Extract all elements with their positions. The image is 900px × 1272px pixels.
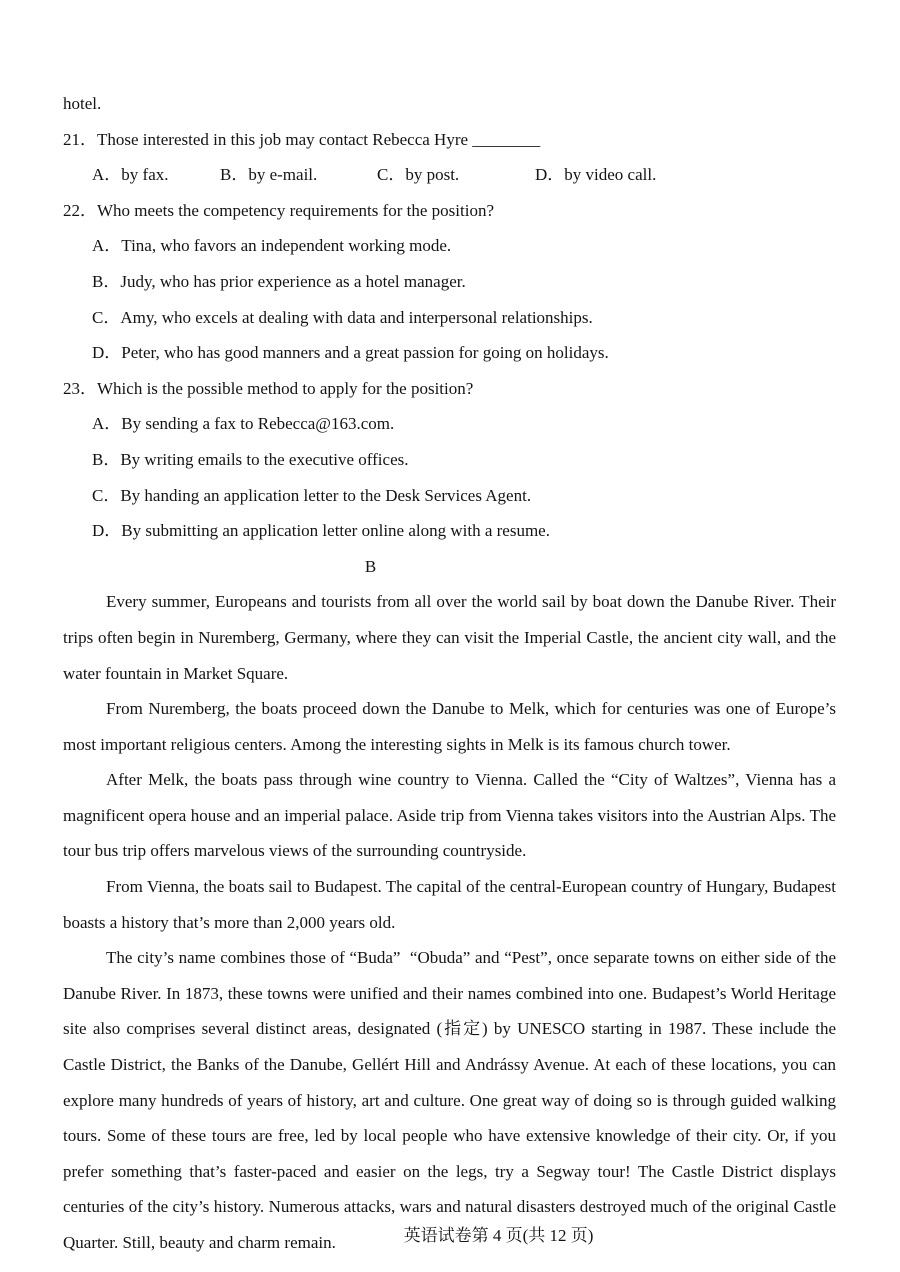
- option-text: by post.: [405, 165, 460, 185]
- passage-paragraph: The city’s name combines those of “Buda” “Obuda” and “Pest”, once separate towns on either side of the Danube River. In 1873, these towns were unified and their names combined into one. Budapest’s World Heritage site also comprises several distinct areas, designated (指定) by UNESCO starting in 1987. These include the Castle District, the Banks of the Danube, Gellért Hill and Andrássy Avenue. At each of these locations, you can explore many hundreds of years of history, art and culture. One great way of doing so is through guided walking tours. Some of these tours are free, led by local people who have extensive knowledge of their city. Or, if you prefer something that’s faster-paced and easier on the legs, try a Segway tour! The Castle District displays centuries of the city’s history. Numerous attacks, wars and natural disasters destroyed much of the original Castle Quarter. Still, beauty and charm remain.: [63, 948, 836, 1252]
- answer-option: [63, 264, 836, 300]
- answer-option: [63, 442, 836, 478]
- option-label: D．: [535, 165, 565, 185]
- question-stem: Those interested in this job may contact Rebecca Hyre ________: [97, 129, 541, 149]
- answer-option: [63, 513, 836, 549]
- question: [63, 122, 836, 193]
- question-line: [63, 371, 836, 407]
- answer-option: [377, 157, 459, 193]
- option-label: B．: [92, 449, 121, 469]
- option-text: Judy, who has prior experience as a hotel manager.: [120, 271, 466, 291]
- question-stem: Which is the possible method to apply for the position?: [97, 378, 474, 398]
- answer-option: [63, 335, 836, 371]
- question-number: 22．: [63, 200, 97, 220]
- answer-option: [92, 157, 169, 193]
- option-label: C．: [92, 485, 121, 505]
- option-text: by video call.: [564, 165, 657, 185]
- option-label: A．: [92, 165, 122, 185]
- option-label: D．: [92, 521, 122, 541]
- option-text: Tina, who favors an independent working mode.: [121, 236, 452, 256]
- option-label: B．: [92, 271, 121, 291]
- options-row: [63, 157, 836, 193]
- option-label: C．: [377, 165, 406, 185]
- continuation-text: hotel.: [63, 94, 102, 113]
- option-text: By handing an application letter to the Desk Services Agent.: [120, 485, 532, 505]
- section-label: B: [364, 556, 377, 576]
- question-line: [63, 193, 836, 229]
- question-list: [63, 122, 836, 549]
- answer-option: [63, 478, 836, 514]
- question: [63, 193, 836, 371]
- answer-option: [63, 300, 836, 336]
- option-text: by e-mail.: [248, 165, 318, 185]
- passage-paragraph: Every summer, Europeans and tourists from all over the world sail by boat down the Danube River. Their trips often begin in Nuremberg, Germany, where they can visit the Imperial Castle, the ancient city wall, and the water fountain in Market Square.: [63, 592, 836, 683]
- answer-option: [63, 406, 836, 442]
- option-text: By sending a fax to Rebecca@163.com.: [121, 414, 395, 434]
- option-label: C．: [92, 307, 121, 327]
- question-stem: Who meets the competency requirements for the position?: [97, 200, 495, 220]
- option-text: By submitting an application letter online along with a resume.: [121, 521, 550, 541]
- page-footer: 英语试卷第 4 页(共 12 页): [403, 1226, 594, 1245]
- answer-option: [220, 157, 317, 193]
- answer-option: [535, 157, 656, 193]
- question: [63, 371, 836, 549]
- option-text: By writing emails to the executive offices.: [120, 449, 409, 469]
- question-number: 21．: [63, 129, 97, 149]
- passage-paragraph: From Vienna, the boats sail to Budapest. The capital of the central-European country of Hungary, Budapest boasts a history that’s more than 2,000 years old.: [63, 877, 836, 932]
- question-number: 23．: [63, 378, 97, 398]
- answer-option: [63, 228, 836, 264]
- option-label: B．: [220, 165, 249, 185]
- option-label: A．: [92, 236, 122, 256]
- option-text: Peter, who has good manners and a great passion for going on holidays.: [121, 343, 609, 363]
- option-text: by fax.: [121, 165, 169, 185]
- question-line: [63, 122, 836, 158]
- option-label: A．: [92, 414, 122, 434]
- option-text: Amy, who excels at dealing with data and interpersonal relationships.: [120, 307, 593, 327]
- reading-passage: [63, 584, 836, 1260]
- passage-paragraph: From Nuremberg, the boats proceed down the Danube to Melk, which for centuries was one of Europe’s most important religious centers. Among the interesting sights in Melk is its famous church tower.: [63, 699, 836, 754]
- passage-paragraph: After Melk, the boats pass through wine country to Vienna. Called the “City of Waltzes”, Vienna has a magnificent opera house and an imperial palace. Aside trip from Vienna takes visitors into the Austrian Alps. The tour bus trip offers marvelous views of the surrounding countryside.: [63, 770, 836, 861]
- option-label: D．: [92, 343, 122, 363]
